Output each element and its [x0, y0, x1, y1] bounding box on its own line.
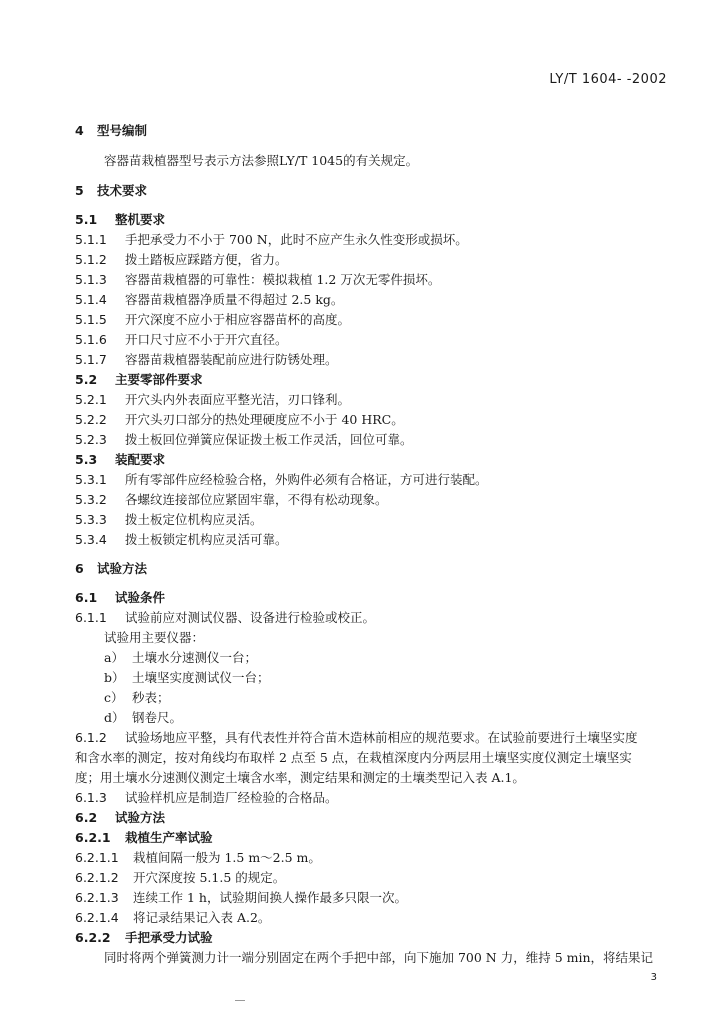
- section-6-2-2-heading: [75, 928, 670, 947]
- clause-number: 6.2.1.4: [75, 910, 119, 925]
- section-title: 试验条件: [115, 590, 166, 605]
- clause-6-1-1: [75, 608, 670, 627]
- section-6-1-heading: [75, 588, 670, 607]
- clause-number: 5.1.6: [75, 332, 107, 347]
- instrument-item: [104, 668, 670, 687]
- clause-number: 5.3.3: [75, 512, 107, 527]
- section-title: 装配要求: [115, 452, 166, 467]
- clause-5-1-1: [75, 230, 670, 249]
- clause-number: 5.3.4: [75, 532, 107, 547]
- clause-number: 5.3.1: [75, 472, 107, 487]
- scan-mark: [235, 1000, 245, 1001]
- clause-text: 将记录结果记入表 A.2。: [133, 910, 271, 925]
- clause-5-3-2: [75, 490, 670, 509]
- section-number: 6.2.1: [75, 830, 111, 845]
- clause-5-1-2: [75, 250, 670, 269]
- clause-number: 5.2.2: [75, 412, 107, 427]
- clause-text: 试验前应对测试仪器、设备进行检验或校正。: [125, 610, 376, 625]
- section-number: 5: [75, 183, 84, 198]
- clause-5-3-3: [75, 510, 670, 529]
- clause-6-2-2-text: 同时将两个弹簧测力计一端分别固定在两个手把中部，向下施加 700 N 力，维持 5 min，将结果记: [104, 950, 654, 965]
- clause-text: 开口尺寸应不小于开穴直径。: [125, 332, 288, 347]
- clause-6-2-1-4: [75, 908, 670, 927]
- clause-text: 拨土板锁定机构应灵活可靠。: [125, 532, 288, 547]
- clause-number: 5.1.4: [75, 292, 107, 307]
- section-title: 手把承受力试验: [125, 930, 213, 945]
- clause-6-1-3: [75, 788, 670, 807]
- section-title: 主要零部件要求: [115, 372, 203, 387]
- clause-text: 容器苗栽植器净质量不得超过 2.5 kg。: [125, 292, 344, 307]
- clause-number: 6.1.1: [75, 610, 107, 625]
- clause-text: 手把承受力不小于 700 N，此时不应产生永久性变形或损坏。: [125, 232, 468, 247]
- section-title: 试验方法: [97, 561, 148, 576]
- section-number: 6.2.2: [75, 930, 111, 945]
- clause-text: 开穴深度不应小于相应容器苗杯的高度。: [125, 312, 351, 327]
- section-title: 试验方法: [115, 810, 166, 825]
- clause-text: 各螺纹连接部位应紧固牢靠，不得有松动现象。: [125, 492, 388, 507]
- section-6-2-heading: [75, 808, 670, 827]
- clause-5-3-4: [75, 530, 670, 549]
- section-number: 5.3: [75, 452, 98, 467]
- clause-6-2-1-3: [75, 888, 670, 907]
- clause-number: 5.2.3: [75, 432, 107, 447]
- clause-text: 开穴深度按 5.1.5 的规定。: [133, 870, 286, 885]
- clause-text: 拨土踏板应踩踏方便，省力。: [125, 252, 288, 267]
- clause-6-1-2-line2: 和含水率的测定，按对角线均布取样 2 点至 5 点，在栽植深度内分两层用土壤坚实度仪测定土壤坚实: [75, 750, 632, 765]
- section-title: 技术要求: [97, 183, 148, 198]
- list-text: 钢卷尺。: [132, 710, 183, 725]
- clause-5-1-7: [75, 350, 670, 369]
- clause-5-1-5: [75, 310, 670, 329]
- clause-number: 5.1.5: [75, 312, 107, 327]
- clause-text: 容器苗栽植器装配前应进行防锈处理。: [125, 352, 338, 367]
- section-number: 4: [75, 123, 84, 138]
- clause-number: 5.1.3: [75, 272, 107, 287]
- clause-text: 拨土板回位弹簧应保证拨土板工作灵活，回位可靠。: [125, 432, 413, 447]
- clause-number: 6.2.1.3: [75, 890, 119, 905]
- clause-number: 5.1.7: [75, 352, 107, 367]
- clause-text: 试验场地应平整，具有代表性并符合苗木造林前相应的规范要求。在试验前要进行土壤坚实度: [125, 730, 638, 745]
- instrument-item: [104, 688, 670, 707]
- clause-5-2-3: [75, 430, 670, 449]
- instrument-item: [104, 708, 670, 727]
- clause-number: 6.2.1.1: [75, 850, 119, 865]
- clause-text: 拨土板定位机构应灵活。: [125, 512, 263, 527]
- clause-number: 5.3.2: [75, 492, 107, 507]
- clause-number: 6.1.3: [75, 790, 107, 805]
- section-5-1-heading: [75, 210, 670, 229]
- clause-text: 所有零部件应经检验合格，外购件必须有合格证，方可进行装配。: [125, 472, 488, 487]
- clause-number: 5.1.2: [75, 252, 107, 267]
- list-marker: d）: [104, 710, 125, 725]
- section-number: 5.2: [75, 372, 98, 387]
- standard-code: LY/T 1604- -2002: [549, 72, 667, 87]
- clause-6-1-2-line1: [75, 728, 670, 747]
- instrument-item: [104, 648, 670, 667]
- section-title: 型号编制: [97, 123, 148, 138]
- section-5-heading: [75, 181, 670, 200]
- section-4-text: 容器苗栽植器型号表示方法参照LY/T 1045的有关规定。: [104, 153, 419, 168]
- clause-text: 栽植间隔一般为 1.5 m～2.5 m。: [133, 850, 321, 865]
- clause-5-1-6: [75, 330, 670, 349]
- section-number: 5.1: [75, 212, 98, 227]
- clause-number: 6.2.1.2: [75, 870, 119, 885]
- clause-text: 开穴头刃口部分的热处理硬度应不小于 40 HRC。: [125, 412, 404, 427]
- list-text: 秒表；: [132, 690, 170, 705]
- clause-6-2-1-1: [75, 848, 670, 867]
- clause-5-1-3: [75, 270, 670, 289]
- section-5-2-heading: [75, 370, 670, 389]
- clause-text: 连续工作 1 h，试验期间换人操作最多只限一次。: [133, 890, 407, 905]
- clause-6-2-1-2: [75, 868, 670, 887]
- list-marker: b）: [104, 670, 125, 685]
- clause-5-1-4: [75, 290, 670, 309]
- section-title: 栽植生产率试验: [125, 830, 213, 845]
- section-number: 6.1: [75, 590, 98, 605]
- section-4-heading: [75, 121, 670, 140]
- instruments-title: 试验用主要仪器：: [104, 630, 205, 645]
- clause-number: 6.1.2: [75, 730, 107, 745]
- section-number: 6.2: [75, 810, 98, 825]
- clause-text: 容器苗栽植器的可靠性：模拟栽植 1.2 万次无零件损坏。: [125, 272, 441, 287]
- section-6-2-1-heading: [75, 828, 670, 847]
- list-marker: a）: [104, 650, 124, 665]
- clause-number: 5.1.1: [75, 232, 107, 247]
- list-marker: c）: [104, 690, 124, 705]
- clause-5-2-2: [75, 410, 670, 429]
- clause-text: 试验样机应是制造厂经检验的合格品。: [125, 790, 338, 805]
- section-6-heading: [75, 559, 670, 578]
- section-5-3-heading: [75, 450, 670, 469]
- section-title: 整机要求: [115, 212, 166, 227]
- clause-5-2-1: [75, 390, 670, 409]
- clause-6-1-2-line3: 度；用土壤水分速测仪测定土壤含水率，测定结果和测定的土壤类型记入表 A.1。: [75, 770, 525, 785]
- clause-5-3-1: [75, 470, 670, 489]
- list-text: 土壤水分速测仪一台；: [132, 650, 258, 665]
- clause-number: 5.2.1: [75, 392, 107, 407]
- list-text: 土壤坚实度测试仪一台；: [132, 670, 270, 685]
- page-number: 3: [650, 972, 657, 983]
- clause-text: 开穴头内外表面应平整光洁，刃口锋利。: [125, 392, 351, 407]
- section-number: 6: [75, 561, 84, 576]
